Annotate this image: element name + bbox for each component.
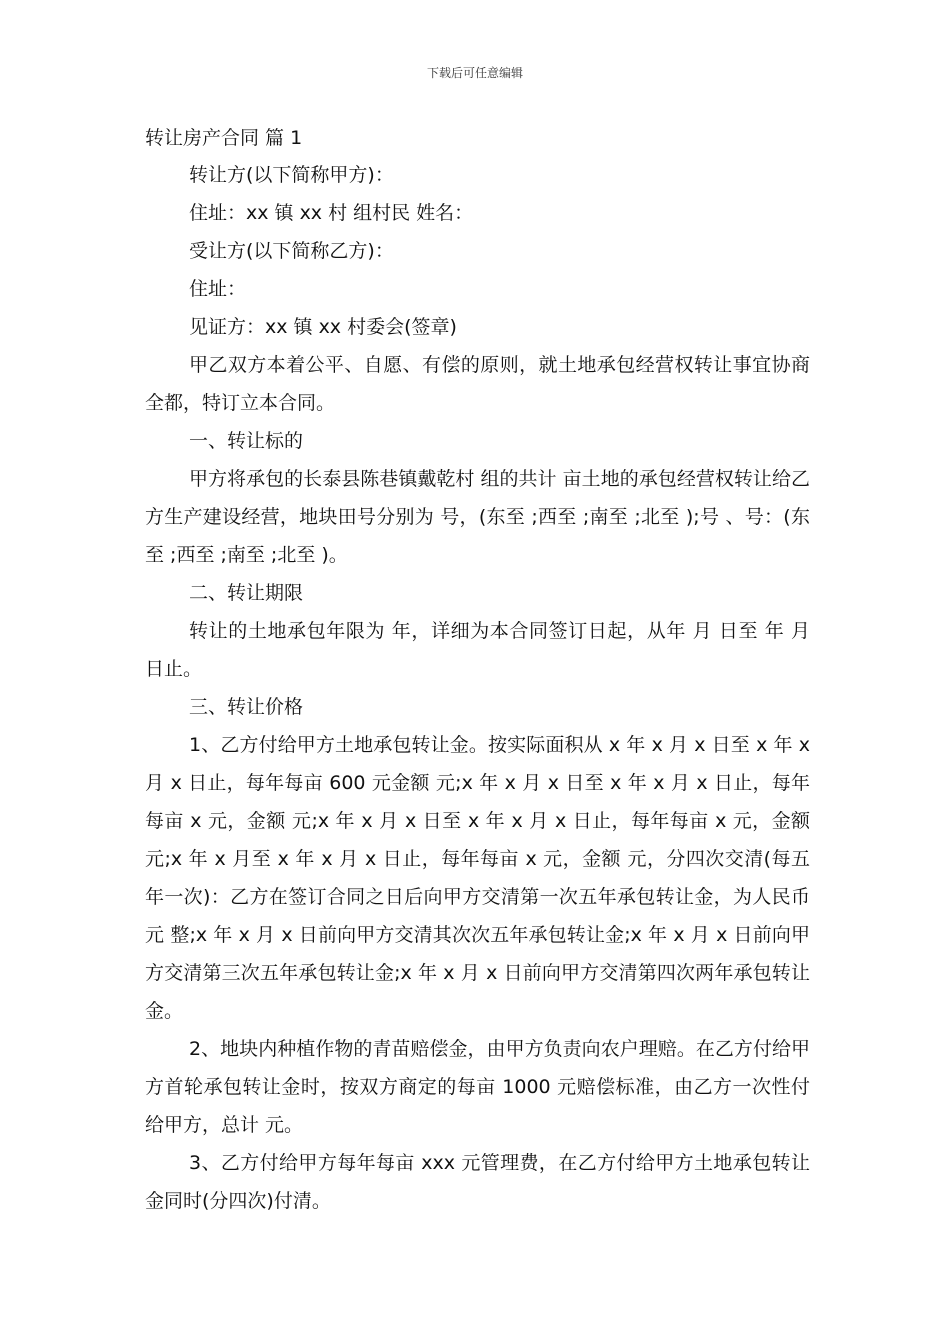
document-body bbox=[145, 120, 810, 1220]
transferor-line: 转让方(以下简称甲方)： bbox=[189, 164, 394, 186]
price-clause-3: 3、乙方付给甲方每年每亩 xxx 元管理费，在乙方付给甲方土地承包转让金同时(分四次)付清。 bbox=[145, 1152, 810, 1212]
transferee-line: 受让方(以下简称乙方)： bbox=[189, 240, 394, 262]
preamble-paragraph: 甲乙双方本着公平、自愿、有偿的原则，就土地承包经营权转让事宜协商全都，特订立本合同。 bbox=[145, 354, 810, 414]
section-heading-price: 三、转让价格 bbox=[189, 696, 304, 718]
term-paragraph: 转让的土地承包年限为 年，详细为本合同签订日起，从年 月 日至 年 月 日止。 bbox=[145, 620, 810, 680]
section-heading-term: 二、转让期限 bbox=[189, 582, 304, 604]
page-header-note: 下载后可任意编辑 bbox=[426, 66, 523, 80]
transferor-address-line: 住址：xx 镇 xx 村 组村民 姓名： bbox=[189, 202, 474, 224]
transferee-address-line: 住址： bbox=[189, 278, 247, 300]
section-heading-subject: 一、转让标的 bbox=[189, 430, 304, 452]
witness-line: 见证方：xx 镇 xx 村委会(签章) bbox=[189, 316, 457, 338]
subject-paragraph: 甲方将承包的长泰县陈巷镇戴乾村 组的共计 亩土地的承包经营权转让给乙方生产建设经营，地块田号分别为 号，(东至 ;西至 ;南至 ;北至 );号 、号：(东至 ;西至 ;南至 ;北至 )。 bbox=[145, 468, 810, 566]
document-title: 转让房产合同 篇 1 bbox=[145, 127, 303, 149]
price-clause-2: 2、地块内种植作物的青苗赔偿金，由甲方负责向农户理赔。在乙方付给甲方首轮承包转让金时，按双方商定的每亩 1000 元赔偿标准，由乙方一次性付给甲方，总计 元。 bbox=[145, 1038, 810, 1136]
price-clause-1: 1、乙方付给甲方土地承包转让金。按实际面积从 x 年 x 月 x 日至 x 年 x 月 x 日止，每年每亩 600 元金额 元;x 年 x 月 x 日至 x 年 x 月 x 日止，每年每亩 x 元，金额 元;x 年 x 月 x 日至 x 年 x 月 x 日止，每年每亩 x 元，金额 元;x 年 x 月至 x 年 x 月 x 日止，每年每亩 x 元，金额 元，分四次交清(每五年一次)：乙方在签订合同之日后向甲方交清第一次五年承包转让金，为人民币元 整;x 年 x 月 x 日前向甲方交清其次次五年承包转让金;x 年 x 月 x 日前向甲方交清第三次五年承包转让金;x 年 x 月 x 日前向甲方交清第四次两年承包转让金。 bbox=[145, 734, 810, 1022]
